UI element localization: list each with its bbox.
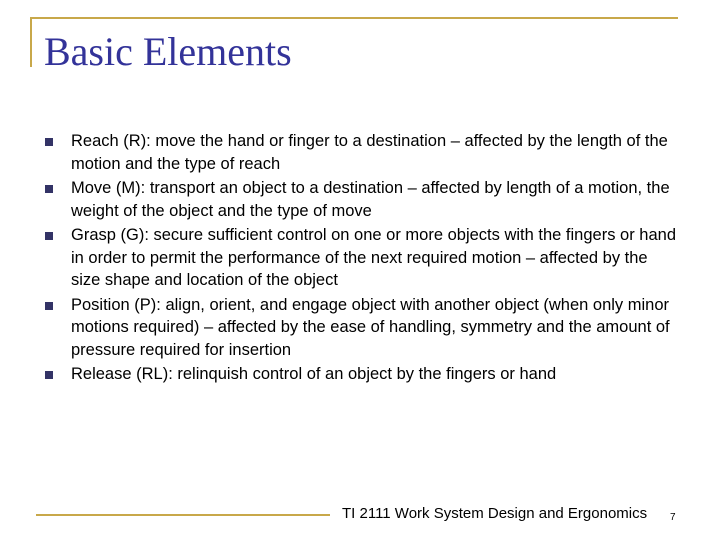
bullet-text-reach: Reach (R): move the hand or finger to a destination – affected by the length of the motion and the type of reach [71, 132, 668, 173]
bullet-text-move: Move (M): transport an object to a destination – affected by length of a motion, the weight of the object and the type of move [71, 179, 670, 220]
square-bullet-icon [45, 232, 53, 240]
title-left-rule [30, 17, 32, 67]
bullet-text-grasp: Grasp (G): secure sufficient control on one or more objects with the fingers or hand in order to permit the performance of the next required motion – affected by the size shape and location of the object [71, 226, 676, 289]
bullet-list [40, 130, 680, 388]
square-bullet-icon [45, 302, 53, 310]
bullet-item-reach [40, 130, 680, 175]
bullet-item-position [40, 294, 680, 362]
square-bullet-icon [45, 371, 53, 379]
bullet-item-release [40, 363, 680, 386]
square-bullet-icon [45, 185, 53, 193]
bullet-item-move [40, 177, 680, 222]
bullet-item-grasp [40, 224, 680, 292]
title-top-rule [30, 17, 678, 19]
slide-title: Basic Elements [44, 29, 292, 74]
bullet-text-position: Position (P): align, orient, and engage object with another object (when only minor motions required) – affected by the ease of handling, symmetry and the amount of pressure required for insertion [71, 295, 670, 359]
bullet-text-release: Release (RL): relinquish control of an object by the fingers or hand [71, 365, 557, 383]
footer-rule [36, 514, 330, 516]
footer-course-title: TI 2111 Work System Design and Ergonomics [342, 505, 648, 522]
square-bullet-icon [45, 138, 53, 146]
page-number: 7 [670, 512, 676, 523]
